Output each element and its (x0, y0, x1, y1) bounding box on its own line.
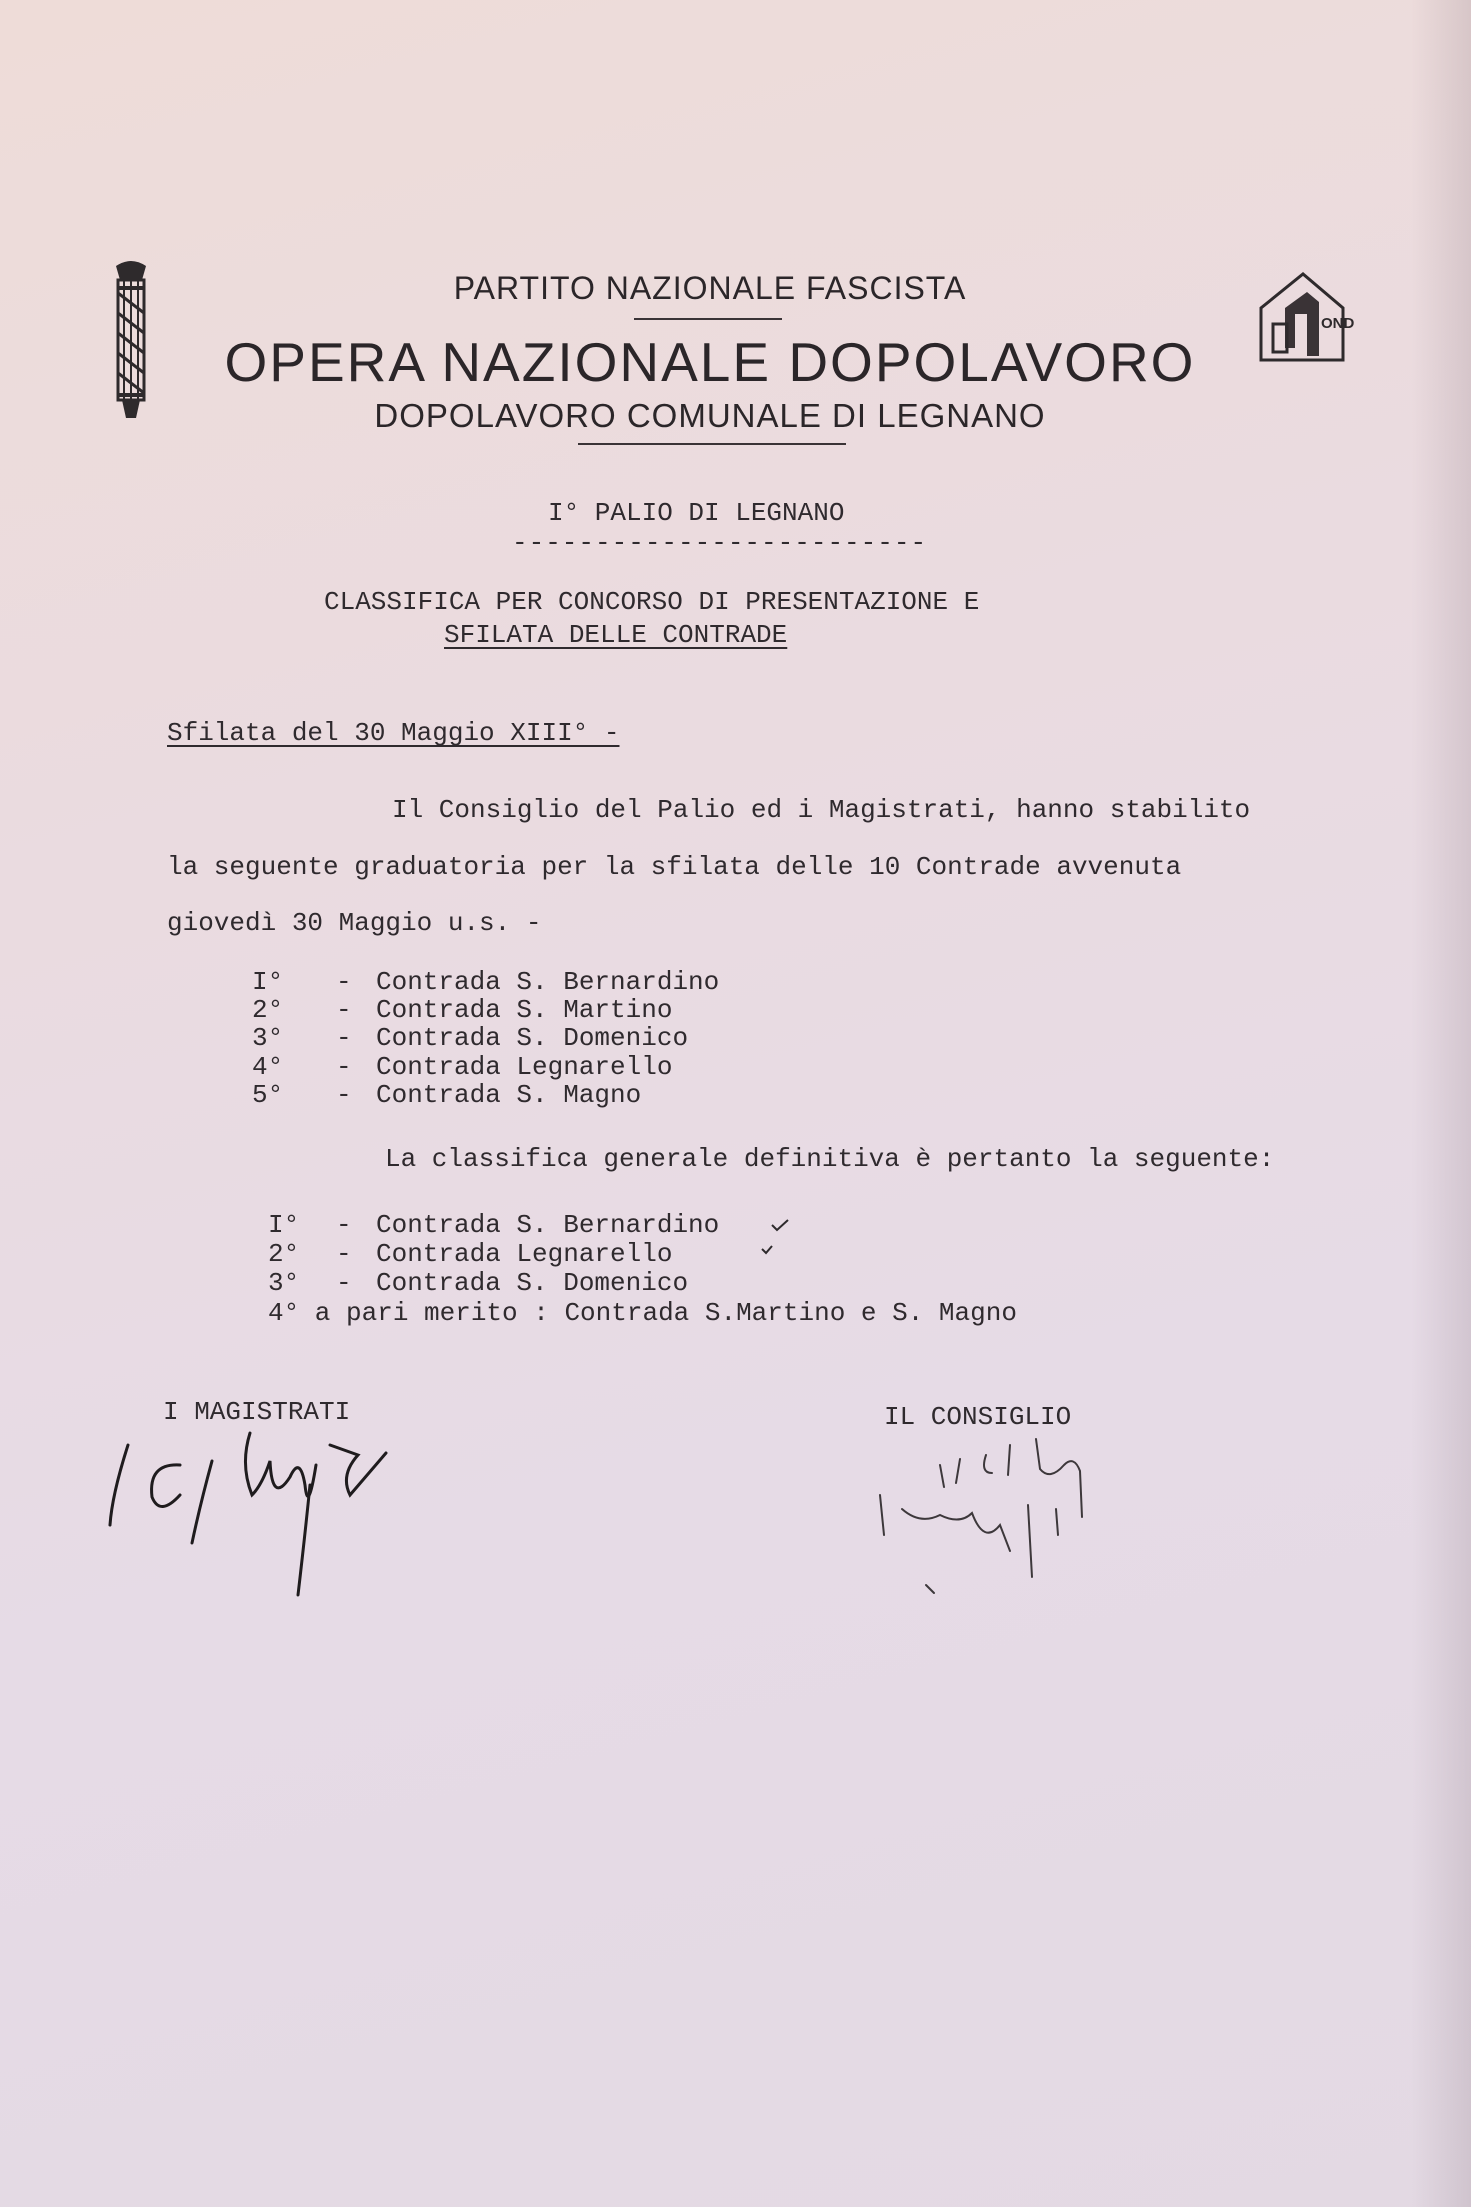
magistrati-signature (100, 1425, 420, 1605)
list-item (268, 1268, 688, 1298)
ranking-entry: Contrada S. Domenico (376, 1023, 689, 1053)
ranking-place: 5° (252, 1080, 284, 1110)
ranking-dash: - (336, 967, 352, 997)
party-name: PARTITO NAZIONALE FASCISTA (453, 270, 967, 306)
ranking-dash: - (336, 1268, 352, 1298)
list-item (268, 1210, 719, 1240)
ranking-entry: Contrada Legnarello (376, 1052, 673, 1082)
signature-label-magistrati: I MAGISTRATI (163, 1397, 351, 1427)
subtitle-line-2: SFILATA DELLE CONTRADE (444, 620, 788, 650)
section-heading: Sfilata del 30 Maggio XIII° - (167, 718, 620, 748)
ranking-place: 2° (268, 1239, 300, 1269)
ranking-place: 3° (252, 1023, 284, 1053)
ranking-entry: Contrada S. Domenico (376, 1268, 689, 1298)
tie-ranking-line: 4° a pari merito : Contrada S.Martino e S. Magno (268, 1298, 1017, 1328)
ranking-dash: - (336, 1080, 352, 1110)
ranking-place: I° (252, 967, 284, 997)
ranking-entry: Contrada S. Bernardino (376, 1210, 720, 1240)
ranking-dash: - (336, 1210, 352, 1240)
ranking-dash: - (336, 1023, 352, 1053)
list-item (252, 1052, 672, 1082)
ranking-place: 2° (252, 995, 284, 1025)
ranking-entry: Contrada Legnarello (376, 1239, 673, 1269)
subtitle-line-1: CLASSIFICA PER CONCORSO DI PRESENTAZIONE E (324, 587, 980, 617)
divider (578, 443, 846, 445)
general-ranking-intro: La classifica generale definitiva è pertanto la seguente: (385, 1144, 1275, 1174)
body-line-1: Il Consiglio del Palio ed i Magistrati, hanno stabilito (392, 795, 1251, 825)
body-line-3: giovedì 30 Maggio u.s. - (167, 908, 542, 938)
page-edge-shadow (1411, 0, 1471, 2207)
document-title: I° PALIO DI LEGNANO (548, 498, 845, 528)
list-item (252, 1080, 641, 1110)
check-mark-icon (770, 1218, 790, 1232)
body-line-2: la seguente graduatoria per la sfilata delle 10 Contrade avvenuta (167, 852, 1182, 882)
consiglio-signature (860, 1425, 1180, 1605)
ranking-dash: - (336, 1239, 352, 1269)
signature-label-consiglio: IL CONSIGLIO (884, 1402, 1072, 1432)
divider (634, 318, 782, 320)
ranking-dash: - (336, 995, 352, 1025)
check-mark-icon (760, 1244, 774, 1256)
organization-name: OPERA NAZIONALE DOPOLAVORO (224, 331, 1196, 393)
ranking-place: 3° (268, 1268, 300, 1298)
ranking-entry: Contrada S. Martino (376, 995, 673, 1025)
branch-name: DOPOLAVORO COMUNALE DI LEGNANO (374, 397, 1046, 434)
ranking-place: I° (268, 1210, 300, 1240)
svg-text:OND: OND (1321, 315, 1355, 332)
list-item (252, 967, 719, 997)
ranking-place: 4° (252, 1052, 284, 1082)
ranking-entry: Contrada S. Bernardino (376, 967, 720, 997)
title-dash-rule: ------------------------- (512, 528, 928, 558)
list-item (252, 1023, 688, 1053)
ranking-entry: Contrada S. Magno (376, 1080, 642, 1110)
ranking-dash: - (336, 1052, 352, 1082)
list-item (252, 995, 672, 1025)
list-item (268, 1239, 672, 1269)
